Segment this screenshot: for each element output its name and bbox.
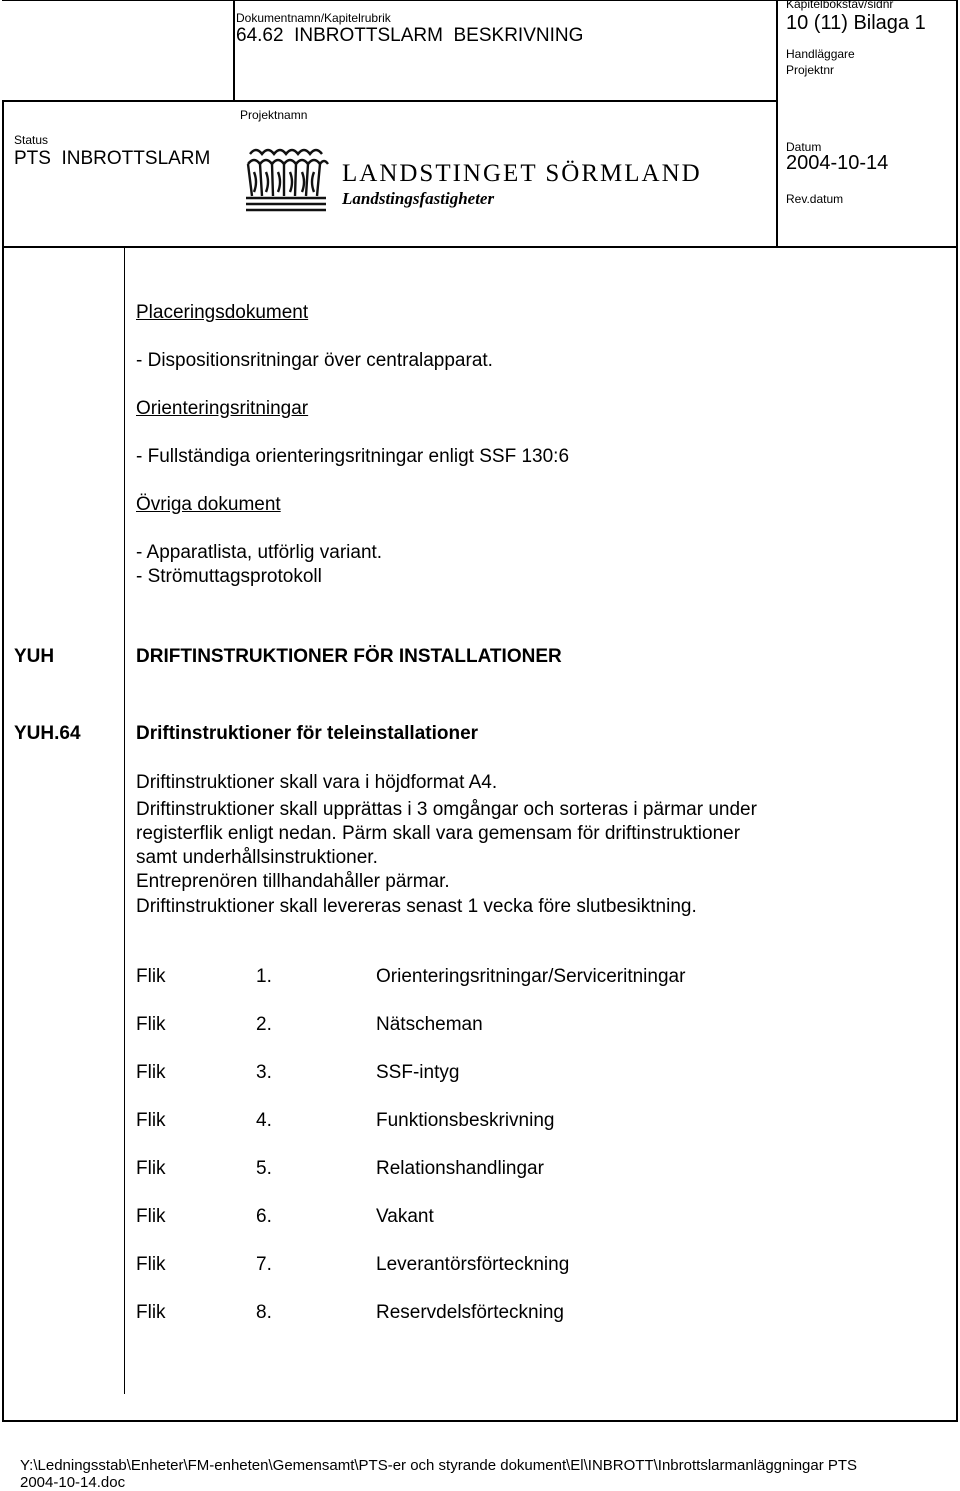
- page-left-border: [2, 100, 4, 1422]
- header-left-vertical: [233, 0, 235, 100]
- orientering-heading: Orienteringsritningar: [136, 398, 309, 419]
- date-label: Datum: [786, 140, 822, 154]
- flik-label: Flik: [136, 1014, 166, 1035]
- landstinget-logo: [242, 146, 712, 216]
- placering-heading: Placeringsdokument: [136, 302, 309, 323]
- flik-text: Orienteringsritningar/Serviceritningar: [376, 966, 686, 987]
- yuh-title: DRIFTINSTRUKTIONER FÖR INSTALLATIONER: [136, 646, 562, 667]
- para-line-4: samt underhållsinstruktioner.: [136, 847, 378, 868]
- flik-label: Flik: [136, 966, 166, 987]
- para-line-1: Driftinstruktioner skall vara i höjdformat A4.: [136, 772, 498, 793]
- flik-number: 2.: [256, 1014, 272, 1035]
- para-line-3: registerflik enligt nedan. Pärm skall vara gemensam för driftinstruktioner: [136, 823, 741, 844]
- flik-number: 5.: [256, 1158, 272, 1179]
- crown-emblem-icon: [242, 146, 330, 212]
- date-value: 2004-10-14: [786, 152, 889, 174]
- page-right-border: [956, 0, 958, 1422]
- doc-name-label: Dokumentnamn/Kapitelrubrik: [236, 11, 391, 25]
- flik-text: Leverantörsförteckning: [376, 1254, 570, 1275]
- page-bottom-border: [2, 1420, 958, 1422]
- flik-label: Flik: [136, 1062, 166, 1083]
- project-name-label: Projektnamn: [240, 108, 308, 122]
- yuh-code: YUH: [14, 646, 55, 667]
- header-mid-divider: [2, 100, 776, 102]
- header-right-vertical: [776, 0, 778, 246]
- ovriga-item-2: - Strömuttagsprotokoll: [136, 566, 322, 587]
- flik-number: 8.: [256, 1302, 272, 1323]
- flik-label: Flik: [136, 1302, 166, 1323]
- doc-title: 64.62 INBROTTSLARM BESKRIVNING: [236, 25, 584, 46]
- handler-label: Handläggare: [786, 47, 855, 61]
- orientering-item: - Fullständiga orienteringsritningar enligt SSF 130:6: [136, 446, 570, 467]
- yuh64-title: Driftinstruktioner för teleinstallationer: [136, 723, 479, 744]
- flik-text: Funktionsbeskrivning: [376, 1110, 555, 1131]
- flik-number: 6.: [256, 1206, 272, 1227]
- header-bottom-divider: [2, 246, 958, 248]
- yuh64-code: YUH.64: [14, 723, 81, 744]
- para-line-5: Entreprenören tillhandahåller pärmar.: [136, 871, 450, 892]
- page-reference: 10 (11) Bilaga 1: [786, 12, 926, 34]
- flik-number: 3.: [256, 1062, 272, 1083]
- project-number-label: Projektnr: [786, 63, 835, 77]
- chapter-label: Kapitelbokstav/sidnr: [786, 0, 894, 11]
- flik-text: Reservdelsförteckning: [376, 1302, 564, 1323]
- para-line-6: Driftinstruktioner skall levereras senast 1 vecka före slutbesiktning.: [136, 896, 697, 917]
- status-label: Status: [14, 133, 49, 147]
- flik-label: Flik: [136, 1206, 166, 1227]
- footer-path-line-1: Y:\Ledningsstab\Enheter\FM-enheten\Gemensamt\PTS-er och styrande dokument\El\INBROTT\Inbrottslarmanläggningar PTS: [20, 1457, 858, 1474]
- flik-label: Flik: [136, 1110, 166, 1131]
- flik-label: Flik: [136, 1158, 166, 1179]
- logo-subtitle: Landstingsfastigheter: [342, 189, 495, 208]
- ovriga-item-1: - Apparatlista, utförlig variant.: [136, 542, 383, 563]
- flik-text: Vakant: [376, 1206, 434, 1227]
- footer-path-line-2: 2004-10-14.doc: [20, 1474, 126, 1491]
- flik-text: Relationshandlingar: [376, 1158, 544, 1179]
- status-value: PTS INBROTTSLARM: [14, 148, 211, 169]
- logo-title: LANDSTINGET SÖRMLAND: [342, 160, 702, 187]
- placering-item: - Dispositionsritningar över centralapparat.: [136, 350, 493, 371]
- flik-number: 4.: [256, 1110, 272, 1131]
- flik-number: 1.: [256, 966, 272, 987]
- flik-text: Nätscheman: [376, 1014, 483, 1035]
- revision-date-label: Rev.datum: [786, 192, 844, 206]
- flik-text: SSF-intyg: [376, 1062, 460, 1083]
- flik-label: Flik: [136, 1254, 166, 1275]
- left-margin-line: [124, 246, 125, 1394]
- ovriga-heading: Övriga dokument: [136, 494, 281, 515]
- flik-number: 7.: [256, 1254, 272, 1275]
- para-line-2: Driftinstruktioner skall upprättas i 3 omgångar och sorteras i pärmar under: [136, 799, 757, 820]
